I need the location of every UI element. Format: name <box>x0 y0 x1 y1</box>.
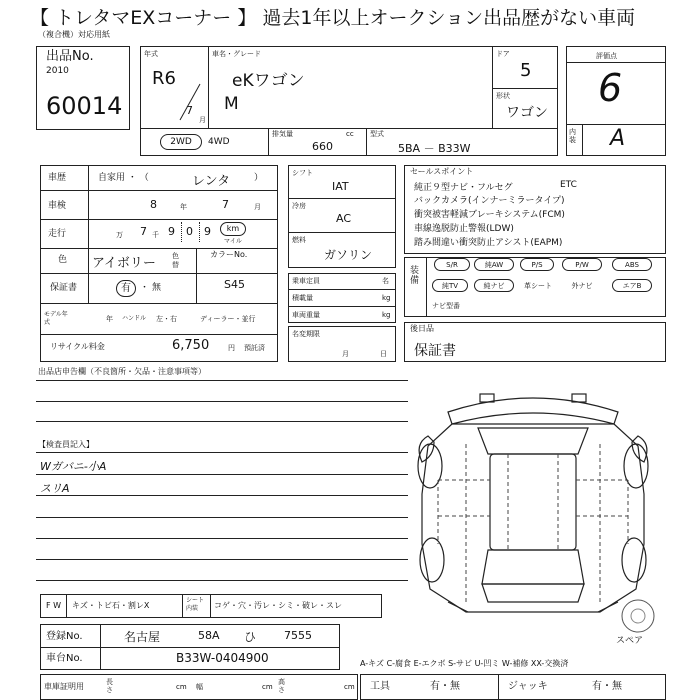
reg-class: 58A <box>198 629 220 642</box>
jack-label: ジャッキ <box>508 681 548 692</box>
equip-alloy-wheel: 純AW <box>474 258 514 271</box>
capacity-unit: 名 <box>382 277 389 285</box>
length-label: 長さ <box>106 678 113 694</box>
car-diagram <box>408 384 658 634</box>
warranty-sep: ・ <box>140 283 150 293</box>
equip-airbag: エアB <box>612 279 652 292</box>
ac: AC <box>336 212 352 225</box>
page-header <box>0 0 700 34</box>
unit-mile: マイル <box>224 238 242 245</box>
body-shape: ワゴン <box>506 105 548 121</box>
name-change-label: 名変期限 <box>292 330 320 338</box>
reg-kana: ひ <box>244 630 257 644</box>
ac-label: 冷房 <box>292 202 306 210</box>
year-label: 年式 <box>144 50 158 58</box>
grade: M <box>224 94 239 114</box>
inspector-note-2: スリA <box>40 482 70 495</box>
equip-leather: 革シート <box>524 282 552 290</box>
unit-km: km <box>220 222 246 236</box>
lot-number: 60014 <box>46 92 123 120</box>
era-year: R6 <box>152 68 176 89</box>
color-label: 色 <box>58 255 68 265</box>
reg-number: 7555 <box>284 629 312 642</box>
seat-label: シート内装 <box>186 597 205 612</box>
reg-month: 7 <box>186 104 193 117</box>
inspector-note-1: Wガバニ-小A <box>40 460 107 473</box>
nav-model-label: ナビ型番 <box>432 302 460 310</box>
seat-items: コゲ・穴・汚レ・シミ・破レ・スレ <box>214 601 342 610</box>
warranty-label: 保証書 <box>50 283 78 293</box>
post-delivery-value: 保証書 <box>414 343 456 359</box>
model-year-label: モデル年式 <box>44 311 68 326</box>
weight-unit: kg <box>382 311 391 319</box>
fw-label: F W <box>46 601 62 610</box>
month-unit: 月 <box>199 116 206 124</box>
mileage-digit-1: 9 <box>168 225 175 238</box>
fuel-label: 燃料 <box>292 236 306 244</box>
equip-nav: 純ナビ <box>474 279 514 292</box>
interior-score: A <box>610 126 626 151</box>
door-label: ドア <box>496 50 510 58</box>
score: 6 <box>598 66 623 110</box>
width-label: 幅 <box>196 683 203 691</box>
mileage-label: 走行 <box>48 229 67 239</box>
model-year-unit: 年 <box>106 315 113 323</box>
equip-ps: P/S <box>520 258 554 271</box>
paper-note: （複合機）対応用紙 <box>38 30 110 39</box>
spare-tire-icon <box>620 598 656 634</box>
recycle-label: リサイクル料金 <box>50 342 105 351</box>
mileage-man: 万 <box>116 231 123 239</box>
color-code: S45 <box>224 278 245 291</box>
tools-options: 有・無 <box>430 681 460 692</box>
fuel: ガソリン <box>324 248 373 262</box>
model-type: 5BA － B33W <box>398 142 471 155</box>
chassis-number: B33W-0404900 <box>176 651 269 665</box>
color-change-label: 色替 <box>172 252 179 269</box>
recycle-note: 預託済 <box>244 344 265 352</box>
chassis-label: 車台No. <box>46 653 83 664</box>
equip-abs: ABS <box>612 258 652 271</box>
model-label: 車名・グレード <box>212 50 261 58</box>
history-options: 自家用 ・ （ <box>98 173 149 183</box>
left-info-box <box>40 165 278 362</box>
shape-label: 形状 <box>496 92 510 100</box>
inspector-label: 【検査員記入】 <box>38 440 94 449</box>
recycle-unit: 円 <box>228 344 235 352</box>
lot-stamp: 2010 <box>46 66 69 76</box>
tools-label: 工具 <box>370 681 390 692</box>
lot-label: 出品No. <box>46 49 94 64</box>
sales-point-5: 踏み間違い衝突防止アシスト(EAPM) <box>414 238 563 248</box>
equip-sr: S/R <box>434 258 470 271</box>
color-value: アイボリー <box>92 256 156 271</box>
interior-label: 内装 <box>569 128 576 144</box>
displacement-unit: cc <box>346 130 354 138</box>
sales-point-4: 車線逸脱防止警報(LDW) <box>414 224 514 234</box>
history-value: レンタ <box>192 174 231 189</box>
warranty-no: 無 <box>152 283 162 293</box>
height-unit: cm <box>344 683 355 691</box>
equip-ext-nav: 外ナビ <box>571 282 593 290</box>
inspection-year-unit: 年 <box>180 203 187 211</box>
name-change-day: 日 <box>380 350 387 358</box>
report-label: 出品店申告欄（不良箇所・欠品・注意事項等） <box>38 367 206 376</box>
fw-items: キズ・トビ石・割レX <box>72 601 150 610</box>
history-label: 車歴 <box>48 173 67 183</box>
type-label: 型式 <box>370 130 384 138</box>
length-unit: cm <box>176 683 187 691</box>
capacity-label: 乗車定員 <box>292 277 320 285</box>
jack-options: 有・無 <box>592 681 622 692</box>
drive-4wd: 4WD <box>208 137 230 147</box>
mileage-sen: 千 <box>152 231 159 239</box>
sales-point-etc: ETC <box>560 180 577 190</box>
inspection-month: 7 <box>222 198 229 211</box>
width-unit: cm <box>262 683 273 691</box>
reg-label: 登録No. <box>46 631 83 642</box>
equip-pw: P/W <box>562 258 602 271</box>
inspection-month-unit: 月 <box>254 203 261 211</box>
mileage-digit-3: 9 <box>204 225 211 238</box>
score-label: 評価点 <box>596 52 617 60</box>
doors: 5 <box>520 60 532 81</box>
equip-tv: 純TV <box>432 279 468 292</box>
height-label: 高さ <box>278 678 285 694</box>
page-title: 【 トレタマEXコーナー 】 過去1年以上オークション出品歴がない車両 <box>30 7 636 29</box>
dealer-options: ディーラー・並行 <box>200 315 256 323</box>
year-slash <box>170 82 210 122</box>
mileage-digit-2: 0 <box>186 225 193 238</box>
drive-2wd: 2WD <box>160 134 202 150</box>
mileage-ten-thousand: 7 <box>140 225 147 238</box>
weight-label: 車両重量 <box>292 311 320 319</box>
color-code-label: カラーNo. <box>210 250 248 259</box>
warranty-yes: 有 <box>116 280 136 297</box>
shift-label: シフト <box>292 169 313 177</box>
handle-options: 左・右 <box>156 315 177 323</box>
displacement-label: 排気量 <box>272 130 293 138</box>
sales-point-3: 衝突被害軽減ブレーキシステム(FCM) <box>414 210 565 220</box>
load-unit: kg <box>382 294 391 302</box>
handle-label: ハンドル <box>122 315 147 322</box>
car-name: eKワゴン <box>232 71 305 91</box>
history-close: ） <box>254 173 264 183</box>
reg-city: 名古屋 <box>124 630 161 644</box>
sales-point-1: 純正９型ナビ・フルセグ <box>414 183 513 193</box>
equipment-label: 装備 <box>410 266 420 286</box>
damage-legend: A-キズ C-腐食 E-エクボ S-サビ U-凹ミ W-補修 XX-交換済 <box>360 659 569 668</box>
post-delivery-label: 後日品 <box>410 324 434 333</box>
recycle-amount: 6,750 <box>172 338 210 353</box>
shift: IAT <box>332 180 349 193</box>
name-change-month: 月 <box>342 350 349 358</box>
sales-point-2: バックカメラ(インナーミラータイプ) <box>414 196 565 206</box>
displacement: 660 <box>312 140 333 153</box>
spare-label: スペア <box>616 636 644 646</box>
sales-points-label: セールスポイント <box>410 167 474 176</box>
load-label: 積載量 <box>292 294 313 302</box>
inspection-label: 車検 <box>48 201 67 211</box>
garage-cert-label: 車庫証明用 <box>44 682 84 691</box>
inspection-year: 8 <box>150 198 157 211</box>
